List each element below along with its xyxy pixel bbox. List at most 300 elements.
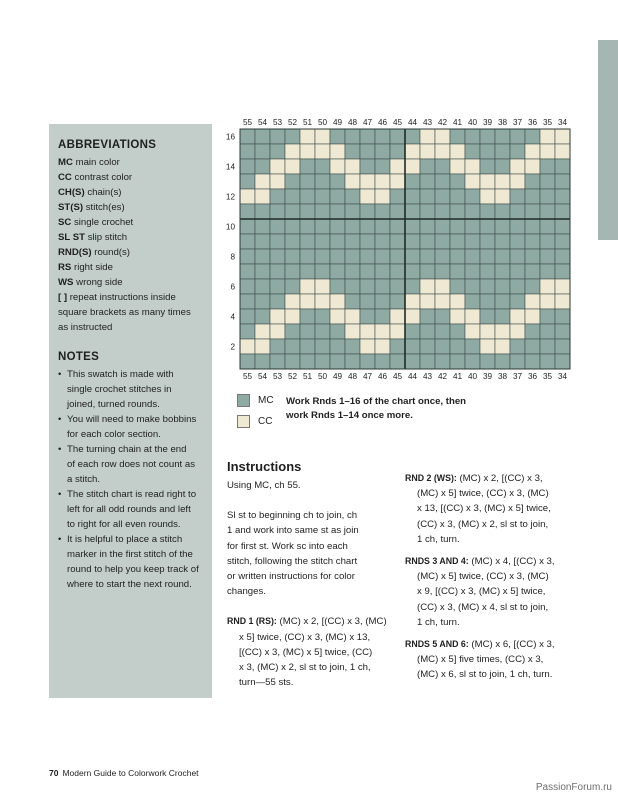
chart-cell-mc bbox=[540, 309, 555, 324]
chart-cell-cc bbox=[270, 159, 285, 174]
chart-cell-mc bbox=[255, 354, 270, 369]
note-line: to right for all even rounds. bbox=[67, 519, 181, 530]
text-line: (MC) x 6, [(CC) x 3, bbox=[468, 639, 555, 651]
chart-cell-mc bbox=[525, 264, 540, 279]
chart-cell-mc bbox=[270, 339, 285, 354]
chart-cell-mc bbox=[495, 219, 510, 234]
chart-cell-mc bbox=[315, 204, 330, 219]
round-label: RNDS 3 AND 4: bbox=[405, 556, 469, 567]
chart-cell-mc bbox=[450, 324, 465, 339]
chart-cell-cc bbox=[540, 144, 555, 159]
text-line: or written instructions for color bbox=[227, 571, 355, 583]
chart-cell-mc bbox=[465, 189, 480, 204]
text-line: [(CC) x 3, (MC) x 5] twice, (CC) bbox=[239, 646, 373, 658]
chart-cell-mc bbox=[240, 204, 255, 219]
chart-cell-mc bbox=[525, 279, 540, 294]
chart-cell-mc bbox=[405, 189, 420, 204]
chart-cell-cc bbox=[270, 309, 285, 324]
note-line: left for all odd rounds and left bbox=[67, 504, 191, 515]
chart-cell-cc bbox=[525, 294, 540, 309]
abbreviations-heading: ABBREVIATIONS bbox=[58, 139, 157, 151]
abbreviation-key: RS bbox=[58, 262, 72, 273]
chart-cell-mc bbox=[450, 354, 465, 369]
chart-cell-mc bbox=[435, 354, 450, 369]
chart-cell-mc bbox=[270, 129, 285, 144]
chart-cell-mc bbox=[435, 159, 450, 174]
chart-cell-mc bbox=[330, 279, 345, 294]
column-number-bottom: 40 bbox=[467, 372, 478, 381]
chart-cell-mc bbox=[495, 234, 510, 249]
chart-cell-mc bbox=[240, 234, 255, 249]
chart-cell-cc bbox=[435, 129, 450, 144]
chart-cell-mc bbox=[285, 204, 300, 219]
chart-cell-mc bbox=[360, 219, 375, 234]
chart-cell-cc bbox=[375, 339, 390, 354]
chart-cell-mc bbox=[270, 204, 285, 219]
chart-cell-cc bbox=[315, 144, 330, 159]
legend-mc-swatch bbox=[237, 394, 250, 407]
chart-cell-cc bbox=[465, 324, 480, 339]
chart-cell-mc bbox=[375, 234, 390, 249]
chart-cell-mc bbox=[555, 249, 570, 264]
round-label: RND 1 (RS): bbox=[227, 616, 277, 627]
text-line: (MC) x 5] twice, (CC) x 3, (MC) bbox=[417, 571, 549, 583]
row-number: 4 bbox=[230, 312, 235, 322]
column-number-bottom: 44 bbox=[407, 372, 418, 381]
abbreviation-text: main color bbox=[75, 157, 120, 168]
note-line: The turning chain at the end bbox=[67, 444, 187, 455]
chart-cell-mc bbox=[315, 189, 330, 204]
chart-cell-mc bbox=[420, 234, 435, 249]
chart-cell-mc bbox=[390, 204, 405, 219]
chart-cell-cc bbox=[480, 324, 495, 339]
legend-cc-label: CC bbox=[258, 416, 273, 427]
chart-cell-cc bbox=[300, 129, 315, 144]
chart-cell-cc bbox=[255, 189, 270, 204]
chart-cell-cc bbox=[495, 189, 510, 204]
chart-cell-cc bbox=[540, 279, 555, 294]
chart-cell-mc bbox=[465, 234, 480, 249]
chart-cell-mc bbox=[285, 234, 300, 249]
chart-cell-mc bbox=[345, 279, 360, 294]
column-number-bottom: 54 bbox=[257, 372, 268, 381]
chart-cell-mc bbox=[525, 234, 540, 249]
abbreviation-key: CC bbox=[58, 172, 72, 183]
abbreviation-key: SL ST bbox=[58, 232, 86, 243]
chart-cell-cc bbox=[330, 294, 345, 309]
chart-cell-cc bbox=[375, 324, 390, 339]
abbreviation-text: single crochet bbox=[74, 217, 134, 228]
text-line: x 13, [(CC) x 3, (MC) x 5] twice, bbox=[417, 503, 551, 515]
abbreviation-item bbox=[58, 170, 208, 185]
row-number: 12 bbox=[225, 192, 235, 202]
chart-cell-mc bbox=[435, 249, 450, 264]
text-line: (MC) x 2, [(CC) x 3, (MC) bbox=[276, 616, 387, 628]
chart-cell-cc bbox=[480, 339, 495, 354]
column-number-top: 51 bbox=[302, 118, 313, 127]
chart-cell-cc bbox=[300, 294, 315, 309]
chart-cell-mc bbox=[405, 174, 420, 189]
chart-cell-mc bbox=[390, 219, 405, 234]
chart-cell-mc bbox=[465, 144, 480, 159]
chart-cell-mc bbox=[510, 264, 525, 279]
chart-cell-cc bbox=[270, 174, 285, 189]
chart-cell-mc bbox=[390, 339, 405, 354]
chart-cell-mc bbox=[330, 234, 345, 249]
chart-cell-mc bbox=[330, 339, 345, 354]
chart-cell-mc bbox=[345, 144, 360, 159]
chart-cell-mc bbox=[240, 309, 255, 324]
text-line: changes. bbox=[227, 586, 266, 598]
chart-cell-mc bbox=[480, 204, 495, 219]
legend-note-line: work Rnds 1–14 once more. bbox=[286, 410, 413, 421]
column-number-bottom: 41 bbox=[452, 372, 463, 381]
chart-cell-mc bbox=[360, 294, 375, 309]
column-number-bottom: 46 bbox=[377, 372, 388, 381]
chart-cell-mc bbox=[480, 129, 495, 144]
chart-cell-mc bbox=[450, 264, 465, 279]
column-number-bottom: 37 bbox=[512, 372, 523, 381]
chart-cell-mc bbox=[405, 129, 420, 144]
column-number-bottom: 50 bbox=[317, 372, 328, 381]
chart-cell-cc bbox=[435, 294, 450, 309]
abbreviation-text: stitch(es) bbox=[85, 202, 125, 213]
chart-cell-mc bbox=[360, 309, 375, 324]
chart-cell-mc bbox=[360, 279, 375, 294]
column-number-top: 54 bbox=[257, 118, 268, 127]
note-line: round to help you keep track of bbox=[67, 564, 199, 575]
chart-cell-cc bbox=[405, 144, 420, 159]
note-line: where to start the next round. bbox=[67, 579, 192, 590]
chart-cell-mc bbox=[285, 324, 300, 339]
chart-cell-cc bbox=[315, 279, 330, 294]
column-number-bottom: 35 bbox=[542, 372, 553, 381]
chart-cell-mc bbox=[255, 129, 270, 144]
instructions-join-paragraph bbox=[227, 508, 397, 599]
abbreviation-text: slip stitch bbox=[87, 232, 128, 243]
chart-cell-mc bbox=[435, 339, 450, 354]
chart-cell-cc bbox=[255, 339, 270, 354]
chart-cell-mc bbox=[375, 354, 390, 369]
chart-cell-mc bbox=[420, 159, 435, 174]
text-line: (MC) x 4, [(CC) x 3, bbox=[468, 556, 555, 568]
chart-cell-mc bbox=[315, 234, 330, 249]
column-number-bottom: 34 bbox=[557, 372, 568, 381]
chart-cell-mc bbox=[360, 264, 375, 279]
chart-cell-mc bbox=[465, 279, 480, 294]
page-number: 70 bbox=[49, 768, 59, 778]
legend-note bbox=[286, 395, 506, 423]
abbreviation-item bbox=[58, 275, 208, 290]
chart-cell-mc bbox=[495, 204, 510, 219]
chart-cell-mc bbox=[285, 129, 300, 144]
chart-cell-cc bbox=[390, 324, 405, 339]
chart-cell-mc bbox=[480, 249, 495, 264]
chart-cell-mc bbox=[420, 219, 435, 234]
abbreviation-key: RND(S) bbox=[58, 247, 92, 258]
text-line: 1 ch, turn. bbox=[417, 616, 460, 628]
note-item bbox=[58, 442, 208, 487]
chart-cell-mc bbox=[480, 294, 495, 309]
chart-cell-mc bbox=[555, 309, 570, 324]
column-number-top: 37 bbox=[512, 118, 523, 127]
chart-cell-mc bbox=[240, 294, 255, 309]
chart-cell-cc bbox=[510, 174, 525, 189]
column-number-top: 55 bbox=[242, 118, 253, 127]
chart-cell-mc bbox=[255, 294, 270, 309]
chart-cell-mc bbox=[450, 339, 465, 354]
chart-cell-cc bbox=[420, 279, 435, 294]
instructions-heading: Instructions bbox=[227, 459, 302, 474]
chart-cell-cc bbox=[285, 294, 300, 309]
chart-cell-mc bbox=[255, 159, 270, 174]
chart-cell-mc bbox=[405, 204, 420, 219]
chart-cell-cc bbox=[375, 174, 390, 189]
chart-cell-mc bbox=[375, 219, 390, 234]
chart-cell-mc bbox=[270, 234, 285, 249]
chart-cell-mc bbox=[255, 144, 270, 159]
chart-cell-mc bbox=[240, 219, 255, 234]
text-line: (CC) x 3, (MC) x 2, sl st to join, bbox=[417, 518, 549, 530]
chart-cell-mc bbox=[480, 159, 495, 174]
note-line: a stitch. bbox=[67, 474, 101, 485]
chart-cell-mc bbox=[450, 234, 465, 249]
abbreviation-text: square brackets as many times bbox=[58, 307, 191, 318]
note-line: This swatch is made with bbox=[67, 369, 174, 380]
chart-cell-mc bbox=[420, 339, 435, 354]
chart-cell-mc bbox=[390, 189, 405, 204]
chart-cell-mc bbox=[390, 354, 405, 369]
chart-cell-mc bbox=[405, 264, 420, 279]
chart-cell-mc bbox=[240, 144, 255, 159]
abbreviation-key: ST(S) bbox=[58, 202, 84, 213]
chart-cell-mc bbox=[480, 279, 495, 294]
chart-cell-mc bbox=[300, 234, 315, 249]
chart-cell-mc bbox=[270, 144, 285, 159]
chart-cell-mc bbox=[375, 279, 390, 294]
row-number: 6 bbox=[230, 282, 235, 292]
chart-cell-cc bbox=[270, 324, 285, 339]
legend-cc-swatch bbox=[237, 415, 250, 428]
chart-cell-cc bbox=[405, 294, 420, 309]
chart-cell-mc bbox=[480, 354, 495, 369]
abbreviation-item bbox=[58, 215, 208, 230]
chart-cell-mc bbox=[435, 189, 450, 204]
chart-cell-mc bbox=[450, 189, 465, 204]
chart-cell-mc bbox=[330, 174, 345, 189]
row-number: 14 bbox=[225, 162, 235, 172]
abbreviation-key: WS bbox=[58, 277, 74, 288]
chart-cell-cc bbox=[345, 174, 360, 189]
chart-cell-mc bbox=[315, 219, 330, 234]
chart-cell-cc bbox=[345, 324, 360, 339]
chart-cell-mc bbox=[360, 249, 375, 264]
chart-cell-mc bbox=[375, 309, 390, 324]
chart-cell-mc bbox=[330, 249, 345, 264]
column-number-bottom: 39 bbox=[482, 372, 493, 381]
chart-cell-mc bbox=[255, 309, 270, 324]
chart-cell-mc bbox=[465, 249, 480, 264]
chart-cell-mc bbox=[330, 129, 345, 144]
chart-cell-mc bbox=[360, 159, 375, 174]
chart-cell-mc bbox=[315, 174, 330, 189]
chart-cell-mc bbox=[240, 354, 255, 369]
chart-cell-mc bbox=[420, 354, 435, 369]
chart-cell-mc bbox=[540, 174, 555, 189]
chart-cell-mc bbox=[330, 264, 345, 279]
column-number-top: 34 bbox=[557, 118, 568, 127]
chart-cell-cc bbox=[450, 144, 465, 159]
chart-cell-mc bbox=[420, 204, 435, 219]
chart-cell-mc bbox=[450, 174, 465, 189]
column-number-bottom: 36 bbox=[527, 372, 538, 381]
note-line: of each row does not count as bbox=[67, 459, 195, 470]
chart-cell-mc bbox=[345, 294, 360, 309]
note-line: joined, turned rounds. bbox=[67, 399, 160, 410]
chart-cell-mc bbox=[390, 294, 405, 309]
chart-cell-mc bbox=[375, 249, 390, 264]
chart-cell-cc bbox=[510, 159, 525, 174]
chart-cell-mc bbox=[405, 249, 420, 264]
chart-cell-mc bbox=[525, 219, 540, 234]
column-number-top: 45 bbox=[392, 118, 403, 127]
chart-cell-mc bbox=[480, 219, 495, 234]
chart-cell-cc bbox=[315, 294, 330, 309]
chart-cell-mc bbox=[495, 354, 510, 369]
chart-cell-mc bbox=[405, 354, 420, 369]
chart-cell-mc bbox=[405, 219, 420, 234]
chart-cell-mc bbox=[495, 294, 510, 309]
chart-cell-mc bbox=[510, 279, 525, 294]
chart-cell-mc bbox=[465, 264, 480, 279]
text-line: x 5] twice, (CC) x 3, (MC) x 13, bbox=[239, 631, 371, 643]
chart-cell-mc bbox=[240, 129, 255, 144]
chart-cell-mc bbox=[510, 129, 525, 144]
chart-cell-cc bbox=[300, 144, 315, 159]
instructions-left-column bbox=[227, 478, 397, 690]
chart-cell-mc bbox=[285, 174, 300, 189]
column-number-bottom: 49 bbox=[332, 372, 343, 381]
chart-cell-mc bbox=[285, 219, 300, 234]
edge-tab bbox=[598, 40, 618, 240]
book-title: Modern Guide to Colorwork Crochet bbox=[62, 768, 199, 778]
chart-cell-cc bbox=[465, 309, 480, 324]
chart-cell-mc bbox=[285, 279, 300, 294]
chart-cell-mc bbox=[435, 204, 450, 219]
chart-cell-mc bbox=[540, 354, 555, 369]
chart-cell-mc bbox=[345, 354, 360, 369]
chart-cell-cc bbox=[555, 144, 570, 159]
chart-cell-mc bbox=[525, 189, 540, 204]
chart-cell-mc bbox=[495, 279, 510, 294]
chart-cell-mc bbox=[480, 234, 495, 249]
chart-cell-mc bbox=[510, 234, 525, 249]
note-line: marker in the first stitch of the bbox=[67, 549, 193, 560]
column-number-bottom: 52 bbox=[287, 372, 298, 381]
column-number-bottom: 53 bbox=[272, 372, 283, 381]
chart-cell-mc bbox=[555, 324, 570, 339]
chart-cell-cc bbox=[495, 174, 510, 189]
chart-cell-mc bbox=[555, 204, 570, 219]
chart-cell-mc bbox=[510, 294, 525, 309]
chart-cell-mc bbox=[300, 159, 315, 174]
column-number-top: 44 bbox=[407, 118, 418, 127]
chart-cell-mc bbox=[240, 249, 255, 264]
chart-cell-mc bbox=[450, 129, 465, 144]
row-number: 8 bbox=[230, 252, 235, 262]
chart-cell-mc bbox=[330, 324, 345, 339]
abbreviation-brackets bbox=[58, 290, 208, 335]
note-item bbox=[58, 412, 208, 442]
chart-cell-cc bbox=[450, 159, 465, 174]
rounds-5-6-instructions bbox=[405, 637, 585, 683]
chart-cell-cc bbox=[420, 144, 435, 159]
chart-cell-mc bbox=[405, 324, 420, 339]
chart-cell-mc bbox=[480, 309, 495, 324]
chart-cell-mc bbox=[555, 264, 570, 279]
chart-cell-mc bbox=[285, 339, 300, 354]
chart-cell-mc bbox=[435, 309, 450, 324]
chart-cell-mc bbox=[315, 324, 330, 339]
column-number-top: 46 bbox=[377, 118, 388, 127]
note-item bbox=[58, 532, 208, 592]
chart-cell-mc bbox=[345, 189, 360, 204]
abbreviation-item bbox=[58, 185, 208, 200]
notes-heading: NOTES bbox=[58, 351, 100, 363]
chart-cell-mc bbox=[465, 354, 480, 369]
text-line: (CC) x 3, (MC) x 4, sl st to join, bbox=[417, 601, 549, 613]
chart-cell-mc bbox=[555, 174, 570, 189]
note-item bbox=[58, 487, 208, 532]
chart-cell-cc bbox=[465, 159, 480, 174]
chart-cell-cc bbox=[435, 144, 450, 159]
chart-cell-cc bbox=[255, 174, 270, 189]
chart-cell-mc bbox=[270, 279, 285, 294]
chart-cell-cc bbox=[510, 324, 525, 339]
chart-cell-mc bbox=[555, 354, 570, 369]
chart-cell-cc bbox=[345, 159, 360, 174]
chart-cell-mc bbox=[420, 189, 435, 204]
chart-cell-mc bbox=[240, 174, 255, 189]
chart-cell-mc bbox=[390, 264, 405, 279]
chart-cell-mc bbox=[525, 324, 540, 339]
chart-cell-mc bbox=[450, 249, 465, 264]
column-number-top: 38 bbox=[497, 118, 508, 127]
chart-cell-cc bbox=[300, 279, 315, 294]
column-number-bottom: 42 bbox=[437, 372, 448, 381]
chart-cell-mc bbox=[345, 204, 360, 219]
chart-cell-cc bbox=[495, 339, 510, 354]
text-line: (MC) x 6, sl st to join, 1 ch, turn. bbox=[417, 669, 553, 681]
chart-cell-cc bbox=[480, 189, 495, 204]
chart-cell-mc bbox=[255, 279, 270, 294]
chart-cell-mc bbox=[510, 249, 525, 264]
text-line: (MC) x 5] five times, (CC) x 3, bbox=[417, 654, 544, 666]
chart-cell-mc bbox=[300, 219, 315, 234]
column-number-top: 39 bbox=[482, 118, 493, 127]
chart-cell-mc bbox=[315, 354, 330, 369]
chart-cell-mc bbox=[420, 309, 435, 324]
abbreviations-list bbox=[58, 155, 208, 290]
chart-cell-cc bbox=[240, 339, 255, 354]
row-number: 2 bbox=[230, 342, 235, 352]
chart-cell-cc bbox=[255, 324, 270, 339]
chart-cell-mc bbox=[300, 249, 315, 264]
chart-cell-mc bbox=[285, 264, 300, 279]
chart-cell-mc bbox=[315, 249, 330, 264]
column-number-top: 48 bbox=[347, 118, 358, 127]
column-number-top: 35 bbox=[542, 118, 553, 127]
